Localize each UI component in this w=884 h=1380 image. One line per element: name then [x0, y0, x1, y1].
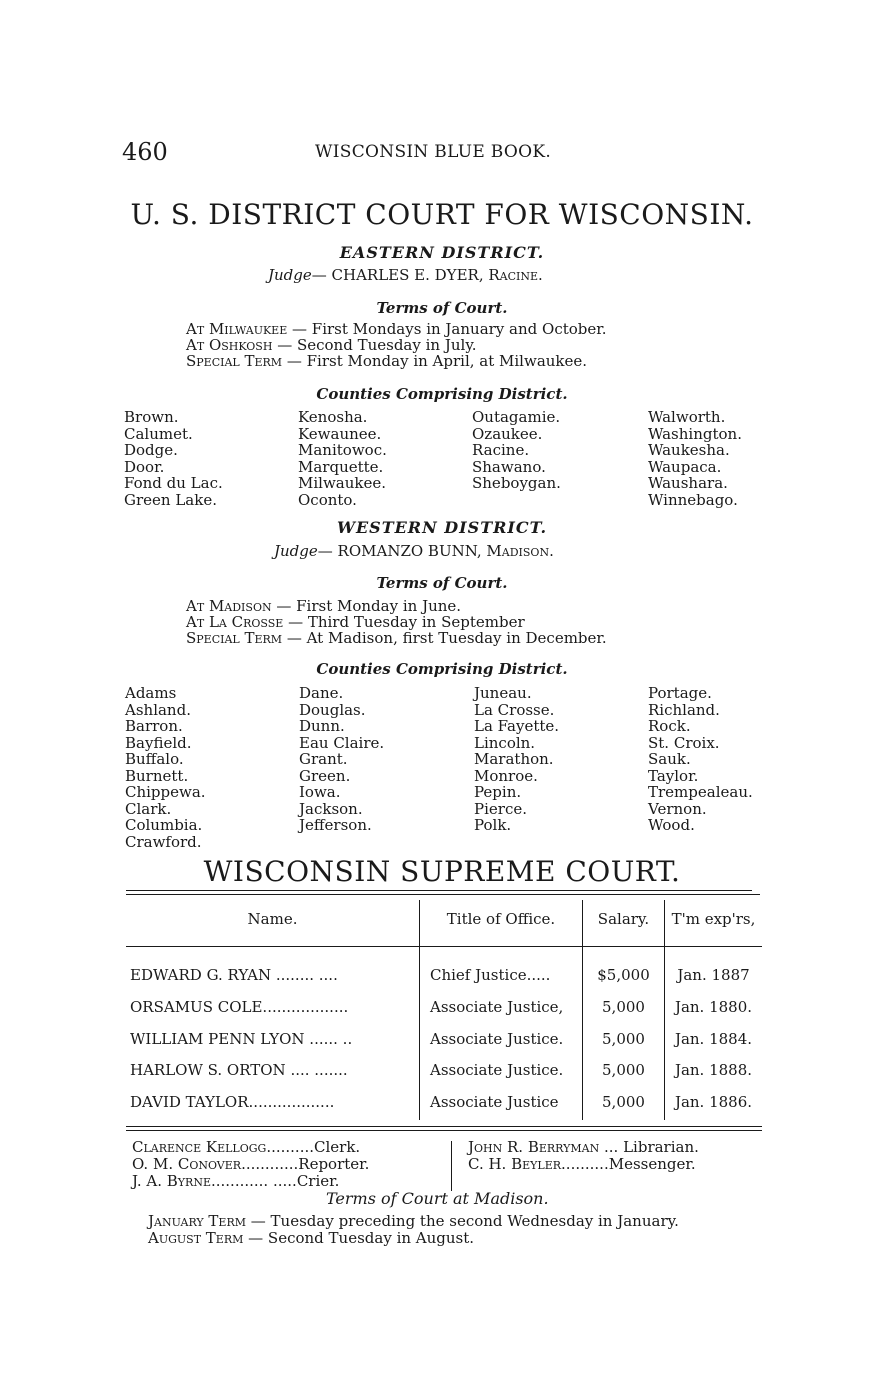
term-place: At La Crosse	[186, 613, 284, 631]
county: La Crosse.	[474, 700, 555, 719]
county: Pepin.	[474, 783, 522, 801]
term-text: — Second Tuesday in July.	[272, 336, 477, 354]
county: Door.	[124, 457, 165, 476]
county: Dane.	[299, 684, 344, 702]
term-text: — Tuesday preceding the second Wednesday in January.	[246, 1212, 679, 1230]
county: Oconto.	[298, 490, 357, 509]
justice-title: Associate Justice.	[430, 1061, 564, 1079]
judge-prefix: Judge	[268, 266, 312, 284]
table-bottom-rule	[126, 1126, 762, 1127]
county: Bayfield.	[125, 733, 192, 752]
justice-name: DAVID TAYLOR..................	[130, 1093, 335, 1111]
western-county-column	[474, 685, 559, 834]
page-number: 460	[122, 138, 168, 166]
eastern-county-column	[472, 409, 561, 492]
county: Jefferson.	[299, 816, 372, 834]
term-place: At Oshkosh	[186, 336, 273, 354]
eastern-terms-heading: Terms of Court.	[376, 299, 508, 317]
county: Juneau.	[474, 684, 532, 702]
judge-city: Madison.	[486, 542, 554, 560]
term-text: — Third Tuesday in September	[283, 613, 525, 631]
term-text: — First Monday in June.	[271, 597, 462, 615]
county: Sauk.	[648, 750, 691, 768]
justice-name: WILLIAM PENN LYON ...... ..	[130, 1030, 353, 1048]
county: Chippewa.	[125, 783, 206, 801]
western-term-line	[186, 614, 525, 630]
western-district-heading: WESTERN DISTRICT.	[336, 518, 548, 537]
justice-term-expires: Jan. 1887	[677, 966, 750, 984]
officers-divider	[451, 1141, 452, 1191]
county: Jackson.	[299, 799, 363, 818]
officer-line	[468, 1139, 699, 1156]
justice-salary: 5,000	[602, 1061, 645, 1079]
county: Marquette.	[298, 457, 384, 476]
column-header: Salary.	[597, 910, 650, 928]
header-rule	[126, 946, 762, 947]
county: Dodge.	[124, 441, 178, 459]
county: Richland.	[648, 700, 720, 719]
justice-title: Chief Justice.....	[430, 966, 551, 984]
officer-name: C. H. Beyler	[468, 1155, 562, 1173]
county: Adams	[125, 684, 177, 702]
county: Barron.	[125, 717, 183, 735]
eastern-term-line	[186, 353, 587, 369]
officer-leader: ............ .....	[210, 1172, 297, 1190]
county: Burnett.	[125, 766, 189, 785]
justice-term-expires: Jan. 1888.	[674, 1061, 753, 1079]
column-header: Name.	[247, 910, 298, 928]
officer-name: J. A. Byrne	[132, 1172, 211, 1190]
running-head: WISCONSIN BLUE BOOK.	[315, 142, 552, 162]
officer-leader: ...	[599, 1138, 624, 1156]
supreme-terms-heading: Terms of Court at Madison.	[326, 1189, 549, 1208]
county: La Fayette.	[474, 717, 560, 735]
county: Marathon.	[474, 750, 554, 768]
western-term-line	[186, 630, 607, 646]
eastern-counties-heading: Counties Comprising District.	[316, 385, 568, 403]
officer-role: Messenger.	[608, 1155, 696, 1173]
term-place: January Term	[148, 1212, 247, 1230]
county: Kenosha.	[298, 408, 368, 426]
county: Waupaca.	[648, 457, 722, 476]
officer-leader: ..........	[266, 1138, 315, 1156]
justice-salary: 5,000	[602, 998, 645, 1016]
officer-leader: ..........	[561, 1155, 609, 1173]
county: Vernon.	[648, 799, 707, 818]
county: Pierce.	[474, 799, 527, 818]
county: Crawford.	[125, 832, 202, 851]
justice-salary: 5,000	[602, 1093, 645, 1111]
judge-city: Racine.	[488, 266, 543, 284]
county: Waukesha.	[648, 441, 730, 459]
county: Eau Claire.	[299, 733, 385, 752]
county: Fond du Lac.	[124, 474, 223, 492]
judge-name: — CHARLES E. DYER,	[311, 266, 489, 284]
county: Shawano.	[472, 457, 546, 476]
county: Green Lake.	[124, 490, 217, 509]
term-text: — First Monday in April, at Milwaukee.	[282, 352, 588, 370]
county: Outagamie.	[472, 408, 561, 426]
eastern-term-line	[186, 337, 477, 353]
term-place: Special Term	[186, 352, 283, 370]
officer-role: Reporter.	[298, 1155, 370, 1173]
officer-line	[468, 1156, 699, 1173]
county: Calumet.	[124, 424, 193, 443]
table-top-rule	[126, 894, 760, 895]
officer-leader: ............	[241, 1155, 299, 1173]
supreme-term-line	[148, 1212, 679, 1230]
county: Brown.	[124, 408, 179, 426]
county: Manitowoc.	[298, 441, 387, 459]
eastern-county-column	[648, 409, 742, 508]
column-header: T'm exp'rs,	[671, 910, 756, 928]
western-judge	[274, 542, 554, 560]
county: Grant.	[299, 750, 348, 768]
justice-term-expires: Jan. 1886.	[674, 1093, 753, 1111]
term-text: — First Mondays in January and October.	[287, 320, 607, 338]
officers-left	[132, 1139, 369, 1190]
officer-role: Clerk.	[314, 1138, 361, 1156]
county: Monroe.	[474, 766, 538, 785]
term-text: — Second Tuesday in August.	[243, 1229, 475, 1247]
county: Iowa.	[299, 783, 341, 801]
western-terms-heading: Terms of Court.	[376, 574, 508, 592]
western-counties-heading: Counties Comprising District.	[316, 660, 568, 678]
county: Walworth.	[648, 408, 726, 426]
eastern-district-heading: EASTERN DISTRICT.	[339, 243, 545, 262]
county: Lincoln.	[474, 733, 536, 752]
county: Trempealeau.	[648, 783, 753, 801]
county: Washington.	[648, 424, 742, 443]
county: Green.	[299, 766, 351, 785]
term-place: At Milwaukee	[186, 320, 288, 338]
term-place: At Madison	[186, 597, 272, 615]
officer-name: Clarence Kellogg	[132, 1138, 267, 1156]
officer-line	[132, 1139, 369, 1156]
eastern-county-column	[124, 409, 223, 508]
western-county-column	[299, 685, 384, 834]
district-court-title: U. S. DISTRICT COURT FOR WISCONSIN.	[130, 198, 754, 231]
officer-role: Crier.	[296, 1172, 340, 1190]
county: Polk.	[474, 816, 512, 834]
justice-term-expires: Jan. 1884.	[674, 1030, 753, 1048]
justice-term-expires: Jan. 1880.	[674, 998, 753, 1016]
county: Buffalo.	[125, 750, 184, 768]
eastern-judge	[268, 266, 543, 284]
county: Racine.	[472, 441, 530, 459]
justice-title: Associate Justice.	[430, 1030, 564, 1048]
officer-line	[132, 1173, 369, 1190]
officer-line	[132, 1156, 369, 1173]
eastern-term-line	[186, 321, 607, 337]
term-place: Special Term	[186, 629, 283, 647]
officer-name: John R. Berryman	[468, 1138, 600, 1156]
county: Wood.	[648, 816, 695, 834]
term-text: — At Madison, first Tuesday in December.	[282, 629, 607, 647]
officer-role: Librarian.	[623, 1138, 699, 1156]
county: St. Croix.	[648, 733, 720, 752]
western-county-column	[125, 685, 206, 850]
table-bottom-rule	[126, 1130, 762, 1131]
county: Portage.	[648, 684, 712, 702]
justice-salary: 5,000	[602, 1030, 645, 1048]
county: Sheboygan.	[472, 474, 561, 492]
county: Milwaukee.	[298, 474, 387, 492]
judge-name: — ROMANZO BUNN,	[317, 542, 487, 560]
county: Winnebago.	[648, 490, 738, 509]
column-header: Title of Office.	[446, 910, 556, 928]
western-term-line	[186, 598, 461, 614]
supreme-term-line	[148, 1229, 474, 1247]
county: Columbia.	[125, 816, 203, 834]
justice-title: Associate Justice,	[430, 998, 564, 1016]
judge-prefix: Judge	[274, 542, 318, 560]
county: Ozaukee.	[472, 424, 543, 443]
eastern-county-column	[298, 409, 387, 508]
supreme-court-title: WISCONSIN SUPREME COURT.	[203, 855, 681, 888]
county: Taylor.	[648, 766, 699, 785]
county: Kewaunee.	[298, 424, 382, 443]
column-divider	[419, 900, 420, 1120]
justice-title: Associate Justice	[430, 1093, 559, 1111]
officers-right	[468, 1139, 699, 1173]
county: Dunn.	[299, 717, 345, 735]
county: Douglas.	[299, 700, 366, 719]
table-top-rule	[126, 890, 752, 891]
officer-name: O. M. Conover	[132, 1155, 242, 1173]
county: Ashland.	[125, 700, 191, 719]
justice-name: EDWARD G. RYAN ........ ....	[130, 966, 338, 984]
justice-name: ORSAMUS COLE..................	[130, 998, 349, 1016]
county: Clark.	[125, 799, 172, 818]
justice-salary: $5,000	[597, 966, 650, 984]
county: Waushara.	[648, 474, 728, 492]
justice-name: HARLOW S. ORTON .... .......	[130, 1061, 348, 1079]
county: Rock.	[648, 717, 691, 735]
western-county-column	[648, 685, 753, 834]
term-place: August Term	[148, 1229, 244, 1247]
